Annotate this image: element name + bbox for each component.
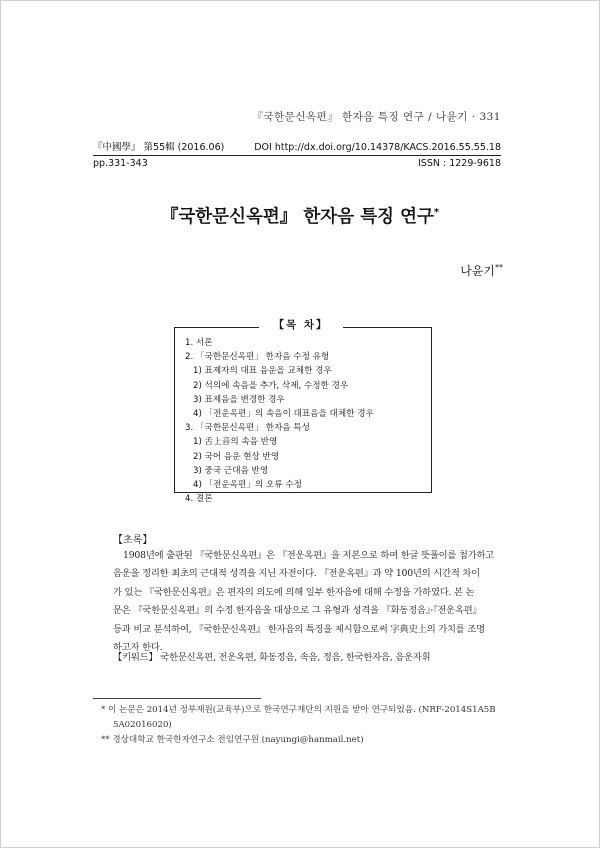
author-footnote-mark: ** — [495, 263, 503, 272]
abstract-line — [113, 547, 507, 565]
toc-list — [185, 336, 374, 506]
footnotes — [101, 703, 509, 748]
paper-title — [1, 203, 599, 228]
toc-heading: 【목 차】 — [259, 317, 343, 332]
toc-item: 4) 「전운옥편」의 오류 수정 — [193, 480, 302, 491]
toc-item: 1. 서론 — [185, 338, 213, 348]
doi: DOI http://dx.doi.org/10.14378/KACS.2016.55.55.18 — [254, 142, 501, 153]
footnote-line: * 이 논문은 2014년 정부재원(교육부)으로 한국연구재단의 지원을 받아 연구되었음. (NRF-2014S1A5B — [101, 705, 496, 715]
toc-item: 2) 국어 음운 현상 반영 — [193, 451, 280, 462]
issn: ISSN : 1229-9618 — [418, 158, 501, 169]
abstract-line: 가 있는 『국한문신옥편』은 편자의 의도에 의해 일부 한자음에 대해 수정을 가하였다. 본 논 — [113, 586, 475, 598]
journal-citation: 『中國學』 第55輯 (2016.06) — [93, 142, 225, 153]
toc-item: 2) 석의에 속음을 추가, 삭제, 수정한 경우 — [193, 380, 349, 391]
footnote-line: ** 경상대학교 한국한자연구소 전임연구원 (nayungi@hanmail.net) — [101, 735, 364, 745]
toc-item: 4) 「전운옥편」의 속음이 대표음을 대체한 경우 — [193, 409, 374, 420]
journal-meta — [93, 141, 501, 170]
footnote-line: 5A02016020) — [113, 720, 172, 730]
page-range: pp.331-343 — [93, 158, 148, 169]
abstract-line: 문은 『국한문신옥편』의 수정 한자음을 대상으로 그 유형과 성격을 『화동정음』·『전운옥편』 — [113, 605, 482, 617]
toc-item: 3) 표제음을 변경한 경우 — [193, 394, 285, 405]
running-head: 『국한문신옥편』 한자음 특징 연구 / 나윤기 · 331 — [252, 111, 501, 123]
meta-divider — [93, 155, 501, 156]
keywords: 【키워드】 국한문신옥편, 전운옥편, 화동정음, 속음, 정음, 한국한자음, 음운자휘 — [113, 652, 431, 663]
abstract-body — [113, 547, 507, 657]
toc-item: 4. 결론 — [185, 494, 213, 505]
abstract-line: 하고자 한다. — [113, 642, 163, 654]
toc-item: 3. 「국한문신옥편」 한자음 특성 — [185, 423, 310, 434]
toc-item: 1) 표제자의 대표 음운을 교체한 경우 — [193, 366, 332, 377]
toc-item: 3) 중국 근대음 반영 — [193, 465, 269, 476]
abstract-line: 음운을 정리한 최초의 근대적 성격을 지닌 자전이다. 『전운옥편』과 약 100년의 시간적 차이 — [113, 568, 480, 580]
title-footnote-mark: * — [433, 207, 440, 219]
toc-item: 1) 舌上音의 속음 반영 — [193, 437, 278, 448]
author-name: 나윤기 — [460, 264, 495, 278]
abstract-line-text: 1908년에 출판된 『국한문신옥편』은 『전운옥편』을 저본으로 하여 한글 뜻풀이를 첨가하고 — [123, 550, 495, 561]
abstract-label: 【초록】 — [113, 535, 153, 546]
author — [460, 262, 503, 279]
title-text: 『국한문신옥편』 한자음 특징 연구 — [160, 207, 434, 227]
footnote-divider — [93, 698, 261, 699]
toc-item: 2. 「국한문신옥편」 한자음 수정 유형 — [185, 352, 330, 363]
abstract-line: 등과 비교 분석하여, 『국한문신옥편』 한자음의 특징을 제시함으로써 字典史上의 가치를 조명 — [113, 623, 485, 635]
